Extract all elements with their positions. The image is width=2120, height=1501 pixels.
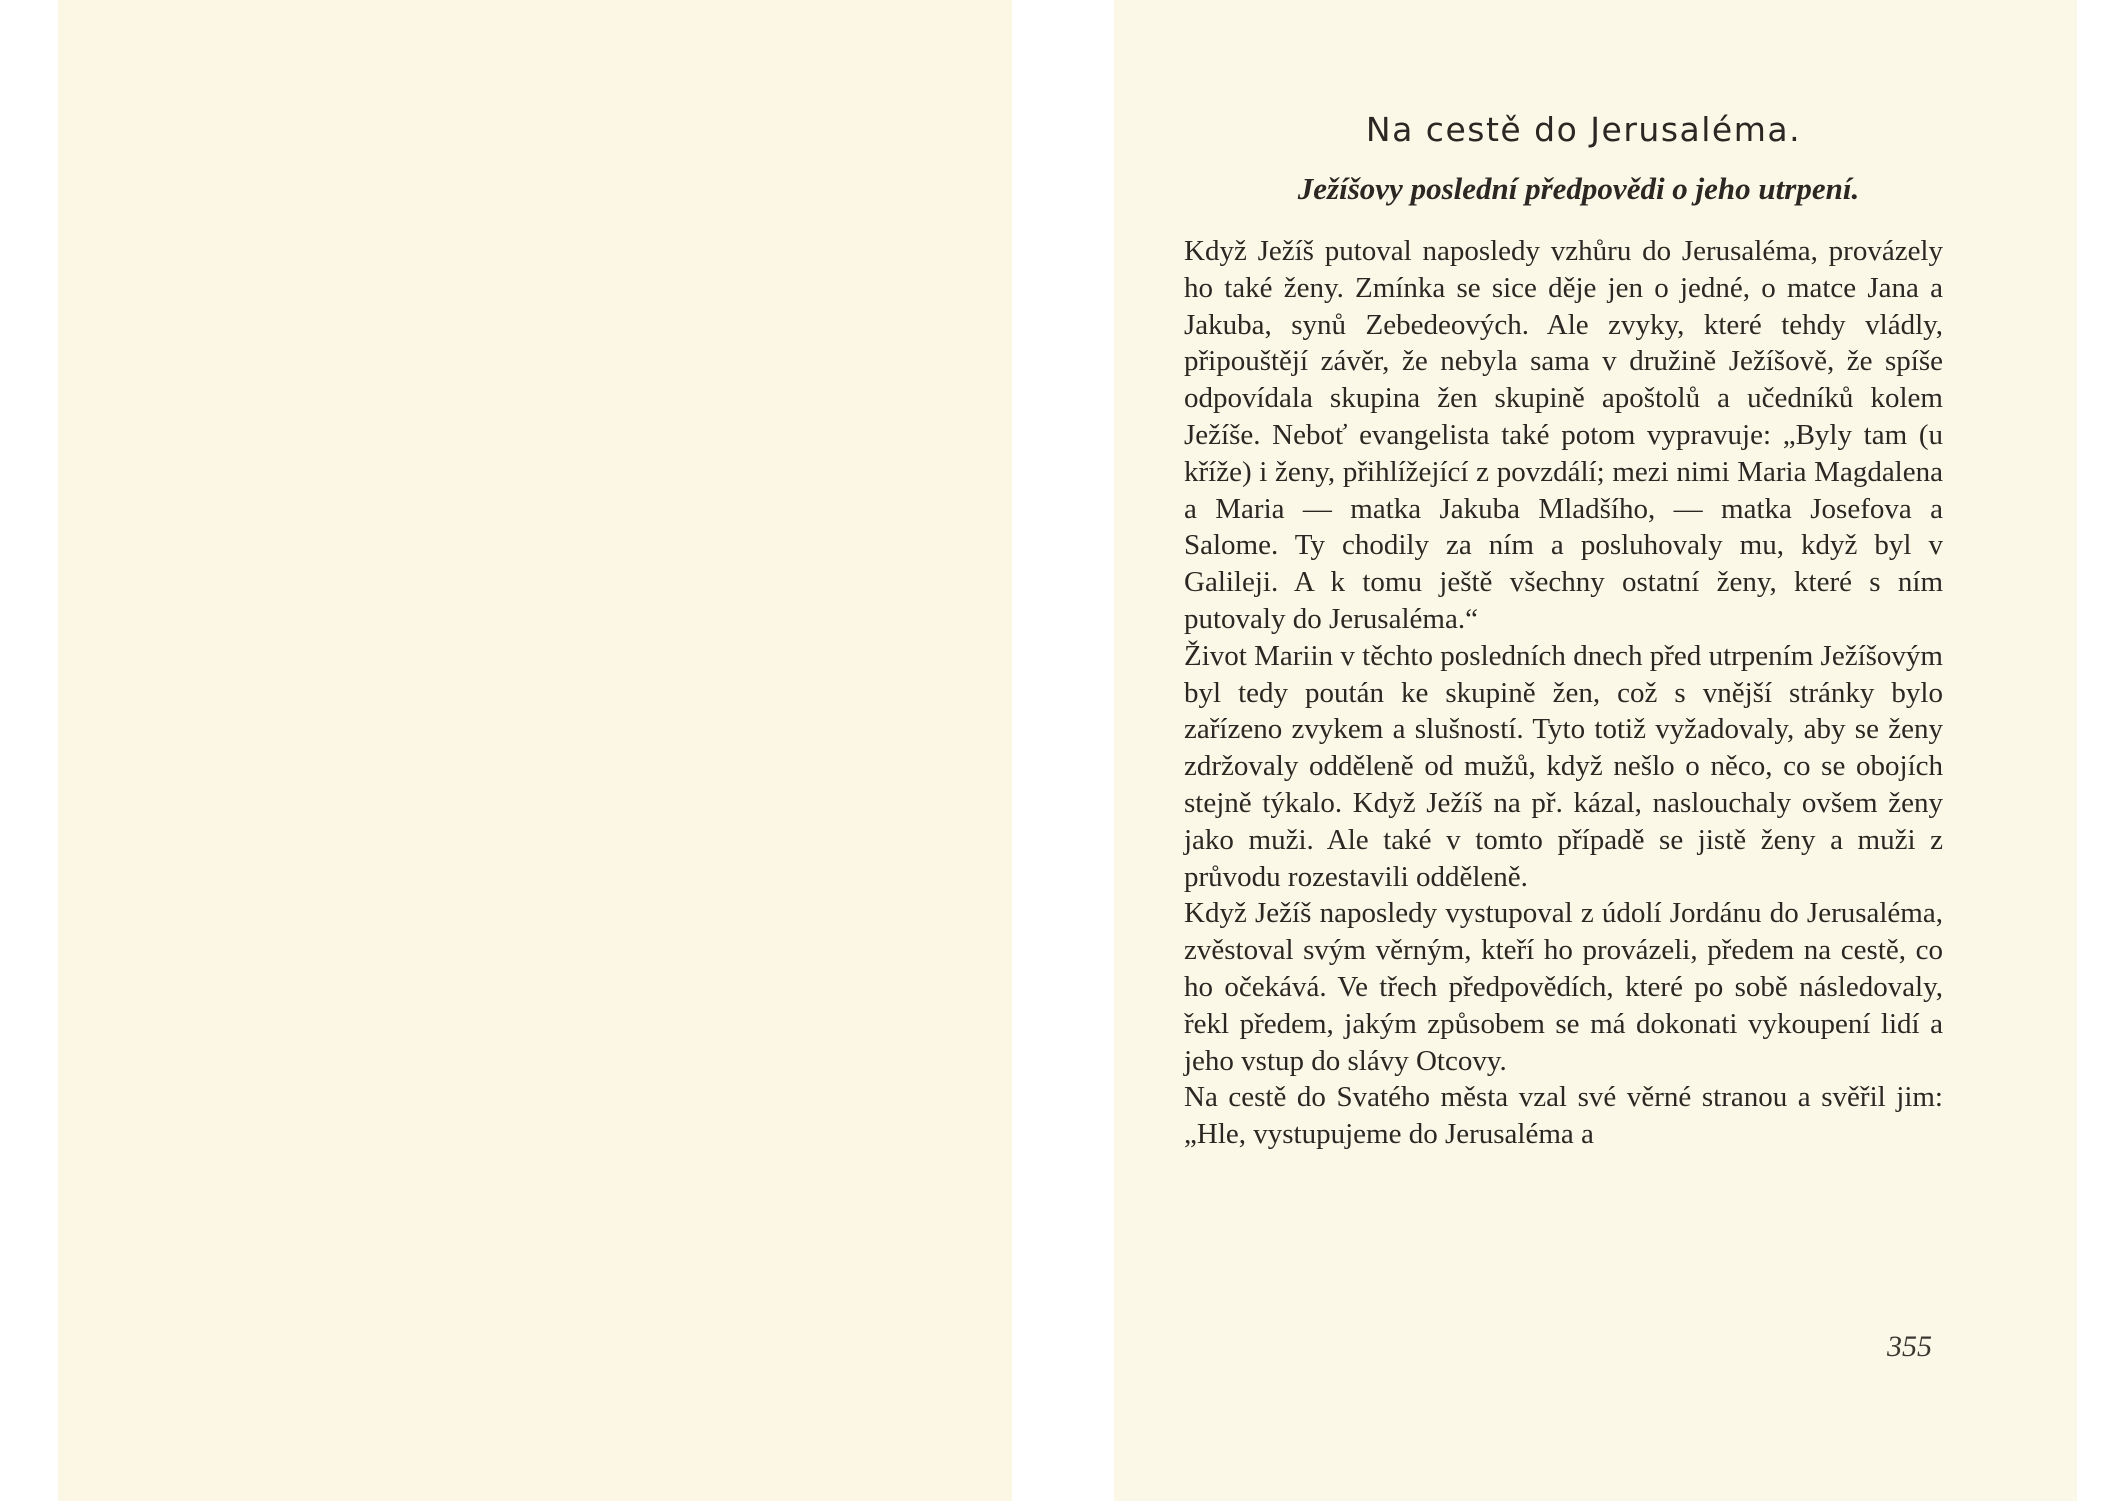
paragraph-4: Na cestě do Svatého města vzal své věrné stranou a svěřil jim: „Hle, vystupujeme do Jerusaléma a [1184,1081,1943,1151]
paragraph-2: Život Mariin v těchto posledních dnech před utrpením Ježíšovým byl tedy poután ke skupině žen, což s vnější stránky bylo zařízeno zvykem a slušností. Tyto totiž vyžadovaly, aby se ženy zdržovaly odděleně od mužů, když nešlo o něco, co se obojích stejně týkalo. Když Ježíš na př. kázal, naslouchaly ovšem ženy jako muži. Ale také v tomto případě se jistě ženy a muži z průvodu rozestavili odděleně. [1184,639,1943,893]
page-number: 355 [1887,1330,1932,1363]
paragraph-1: Když Ježíš putoval naposledy vzhůru do Jerusaléma, provázely ho také ženy. Zmínka se sice děje jen o jedné, o matce Jana a Jakuba, synů Zebedeových. Ale zvyky, které tehdy vládly, připouštějí závěr, že nebyla sama v družině Ježíšově, že spíše odpovídala skupina žen skupině apoštolů a učedníků kolem Ježíše. Neboť evangelista také potom vypravuje: „Byly tam (u kříže) i ženy, přihlížející z povzdálí; mezi nimi Maria Magdalena a Maria — matka Jakuba Mladšího, — matka Josefova a Salome. Ty chodily za ním a posluhovaly mu, když byl v Galileji. A k tomu ještě všechny ostatní ženy, které s ním putovaly do Jerusaléma.“ [1184,235,1943,635]
right-page [1114,0,2077,1501]
page-content [1184,110,1943,1153]
chapter-subtitle: Ježíšovy poslední předpovědi o jeho utrpení. [1297,171,1860,206]
paragraph-3: Když Ježíš naposledy vystupoval z údolí Jordánu do Jerusaléma, zvěstoval svým věrným, kteří ho provázeli, předem na cestě, co ho očekává. Ve třech předpovědích, které po sobě následovaly, řekl předem, jakým způsobem se má dokonati vykoupení lidí a jeho vstup do slávy Otcovy. [1184,897,1943,1077]
body-text [1184,233,1943,1153]
chapter-title: Na cestě do Jerusaléma. [1365,110,1802,149]
left-page-blank [58,0,1012,1501]
